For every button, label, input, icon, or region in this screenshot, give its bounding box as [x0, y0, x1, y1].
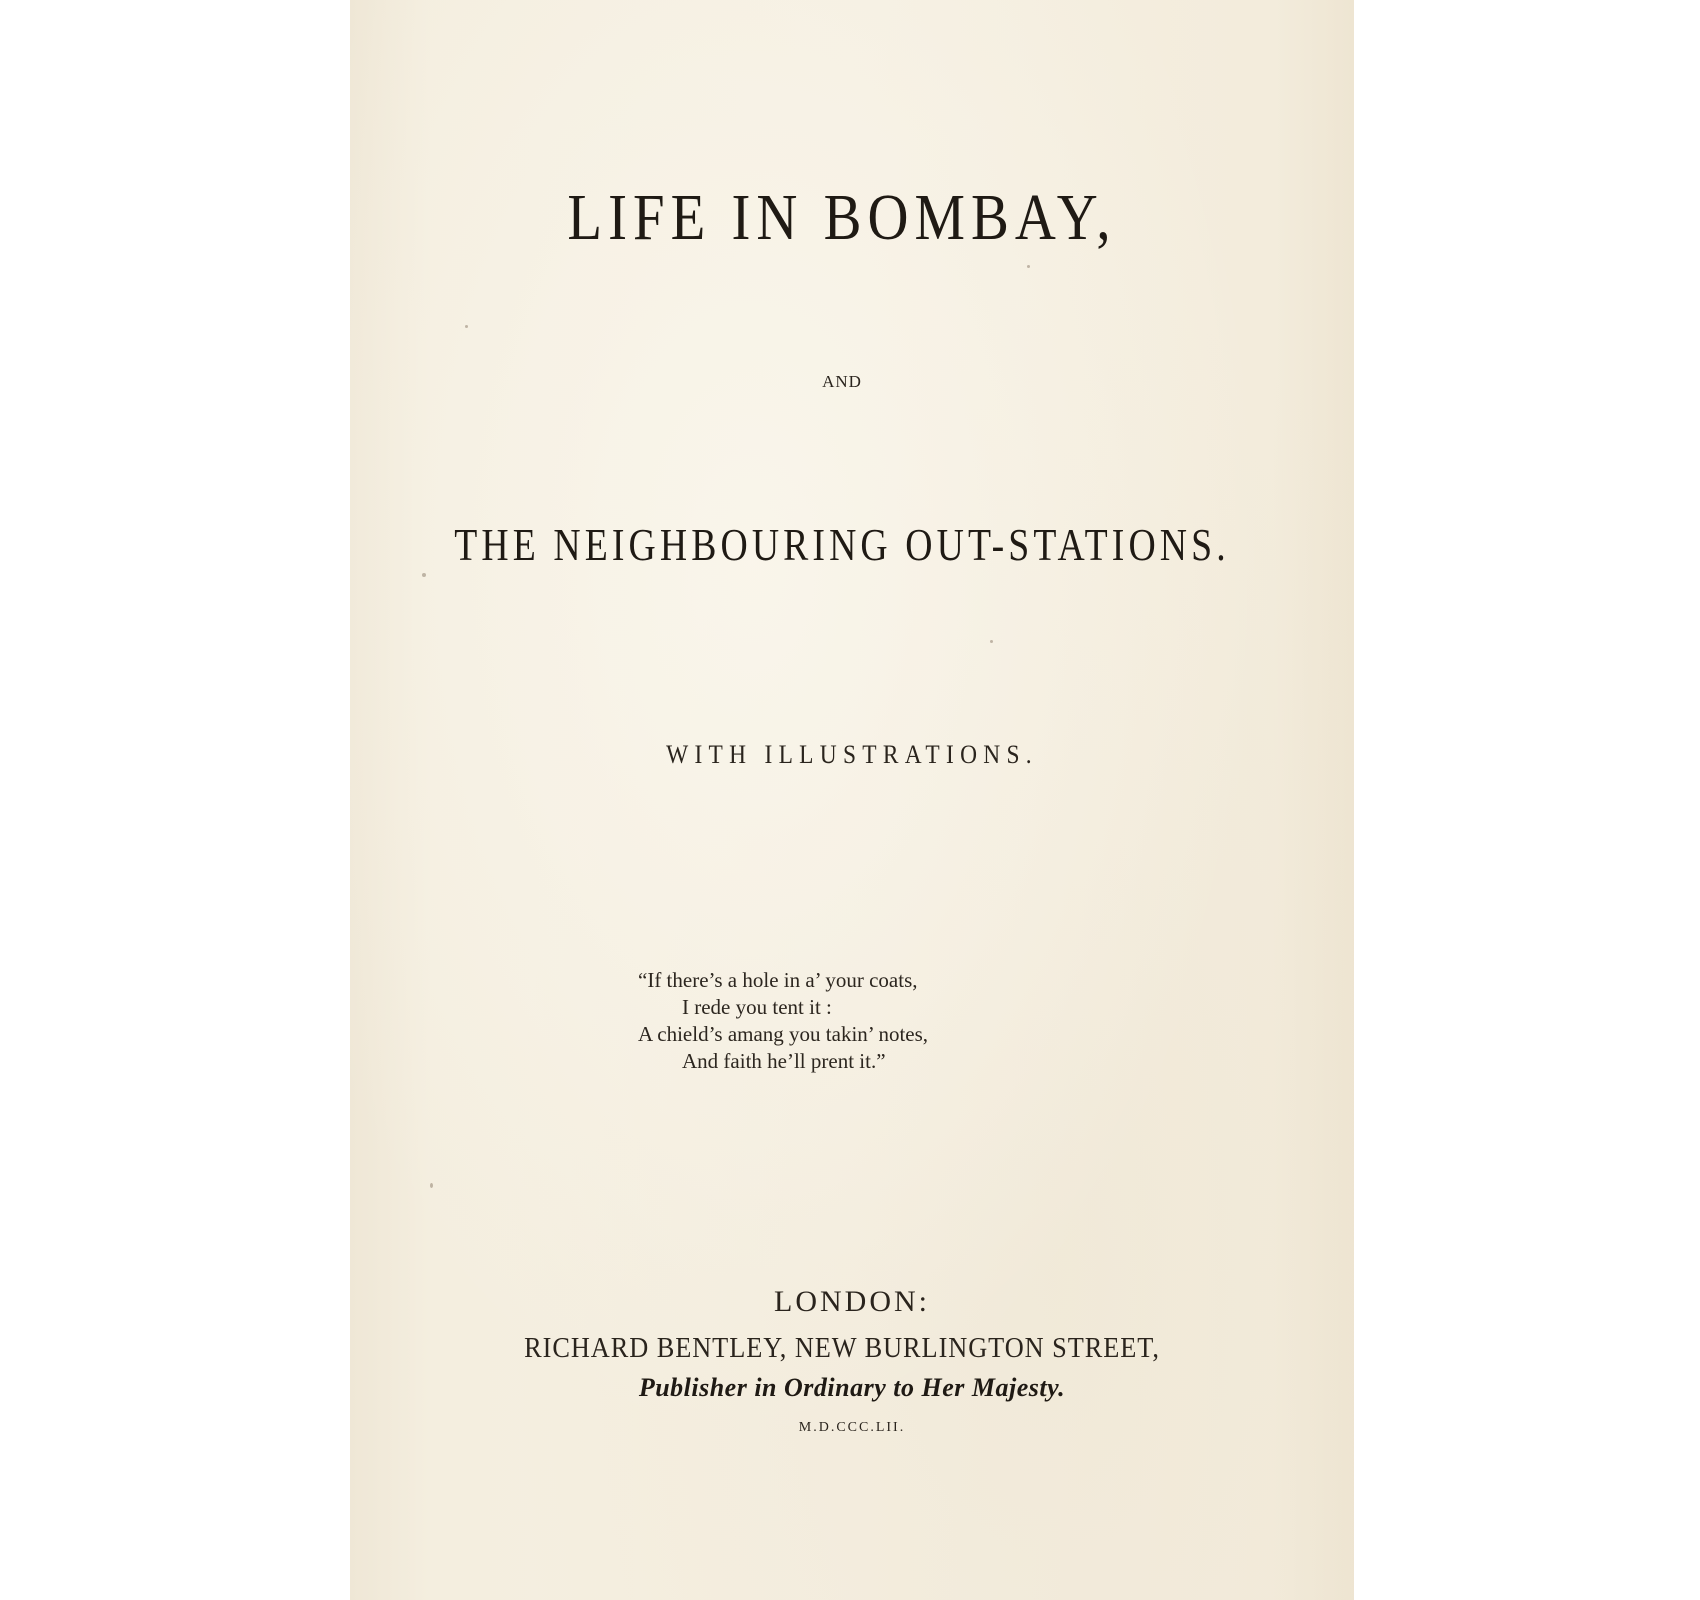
imprint-appointment: Publisher in Ordinary to Her Majesty. — [638, 1373, 1066, 1402]
title-conjunction: AND — [822, 372, 862, 391]
epigraph-line: “If there’s a hole in a’ your coats, — [638, 968, 918, 992]
imprint-place: LONDON: — [774, 1285, 930, 1318]
epigraph — [638, 967, 928, 1075]
paper-speck — [1027, 265, 1030, 268]
epigraph-line: I rede you tent it : — [682, 995, 832, 1019]
imprint-year: M.D.CCC.LII. — [798, 1420, 906, 1435]
paper-speck — [990, 640, 993, 643]
illustrations-note: WITH ILLUSTRATIONS. — [666, 740, 1038, 769]
epigraph-line: And faith he’ll prent it.” — [682, 1049, 886, 1073]
title-page — [350, 0, 1354, 1600]
book-title: LIFE IN BOMBAY, — [567, 181, 1117, 254]
imprint-publisher: RICHARD BENTLEY, NEW BURLINGTON STREET, — [524, 1333, 1160, 1364]
paper-speck — [422, 573, 426, 577]
paper-speck — [465, 325, 468, 328]
book-subtitle: THE NEIGHBOURING OUT-STATIONS. — [454, 519, 1230, 570]
epigraph-line: A chield’s amang you takin’ notes, — [638, 1022, 929, 1046]
paper-speck — [430, 1183, 433, 1188]
